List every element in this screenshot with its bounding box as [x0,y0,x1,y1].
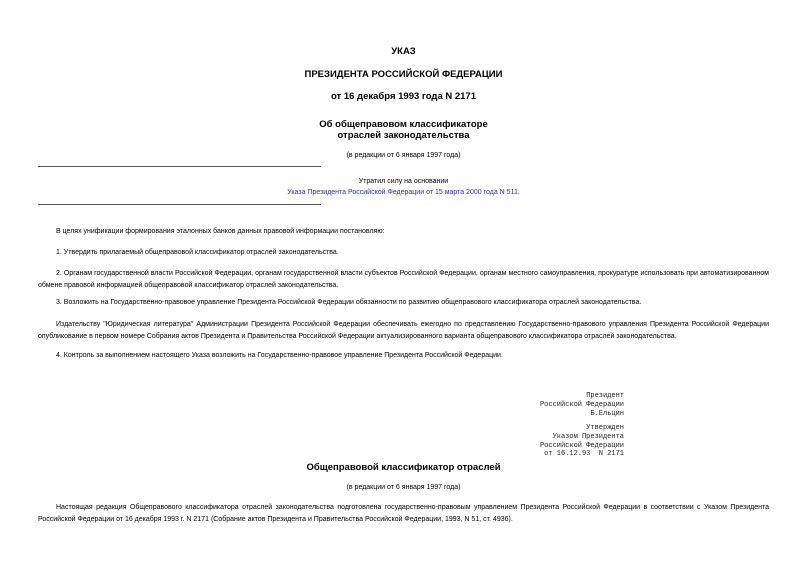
approval-line2: Указом Президента [552,432,624,441]
publisher-paragraph: Издательству "Юридическая литература" Администрации Президента Российской Федерации обеспечивать ежегодно по представлению Государственно-правового управления Президента Российской Федерации опубликование в первом номере Собрания актов Президента и Правительства Российской Федерации актуализированного варианта общеправового классификатора отраслей законодательства. [38,321,769,340]
intro-paragraph: В целях унификации формирования эталонных банков данных правовой информации постановляю: [56,228,385,235]
classifier-title: Общеправовой классификатор отраслей [306,462,501,473]
divider-bottom [38,204,321,205]
classifier-edition: (в редакции от 6 января 1997 года) [346,484,461,491]
invalid-basis-link[interactable]: Указа Президента Российской Федерации от 15 марта 2000 года N 511. [287,189,520,196]
signature-line1: Президент [586,392,624,400]
invalid-label: Утратил силу на основании [358,178,449,185]
signature-line3: Б.Ельцин [590,409,624,418]
decree-date-number: от 16 декабря 1993 года N 2171 [330,91,476,102]
classifier-note: Настоящая редакция Общеправового классификатора отраслей законодательства подготовлена государственно-правовым управлением Президента Российской Федерации в соответствии с Указом Президента Российской Федерации от 16 декабря 1993 г. N 2171 (Собрание актов Президента и Правительства Российской Федерации, 1993, N 51, ст. 4936). [38,504,769,523]
decree-title: УКАЗ [391,46,416,57]
divider-top [38,166,321,167]
decree-subject-line2: отраслей законодательства [337,130,470,141]
decree-subject-line1: Об общеправовом классификаторе [319,119,488,130]
approval-line4: от 16.12.93 N 2171 [544,450,624,459]
item-4: 4. Контроль за выполнением настоящего Указа возложить на Государственно-правовое управление Президента Российской Федерации. [56,352,503,359]
item-3: 3. Возложить на Государственно-правовое управление Президента Российской Федерации обязанности по развитию общеправового классификатора отраслей законодательства. [56,299,642,306]
approval-block [540,424,624,459]
item-1: 1. Утвердить прилагаемый общеправовой классификатор отраслей законодательства. [56,249,339,256]
decree-issuer: ПРЕЗИДЕНТА РОССИЙСКОЙ ФЕДЕРАЦИИ [304,69,503,80]
approval-line3: Российской Федерации [539,441,624,450]
signature-block [540,392,624,418]
approval-line1: Утвержден [586,424,624,432]
decree-edition: (в редакции от 6 января 1997 года) [346,152,461,159]
signature-line2: Российской Федерации [539,400,624,409]
item-2: 2. Органам государственной власти Российской Федерации, органам государственной власти субъектов Российской Федерации, органам местного самоуправления, прокуратуре использовать при автоматизированном обмене правовой информацией общеправовой классификатор отраслей законодательства. [38,270,769,289]
